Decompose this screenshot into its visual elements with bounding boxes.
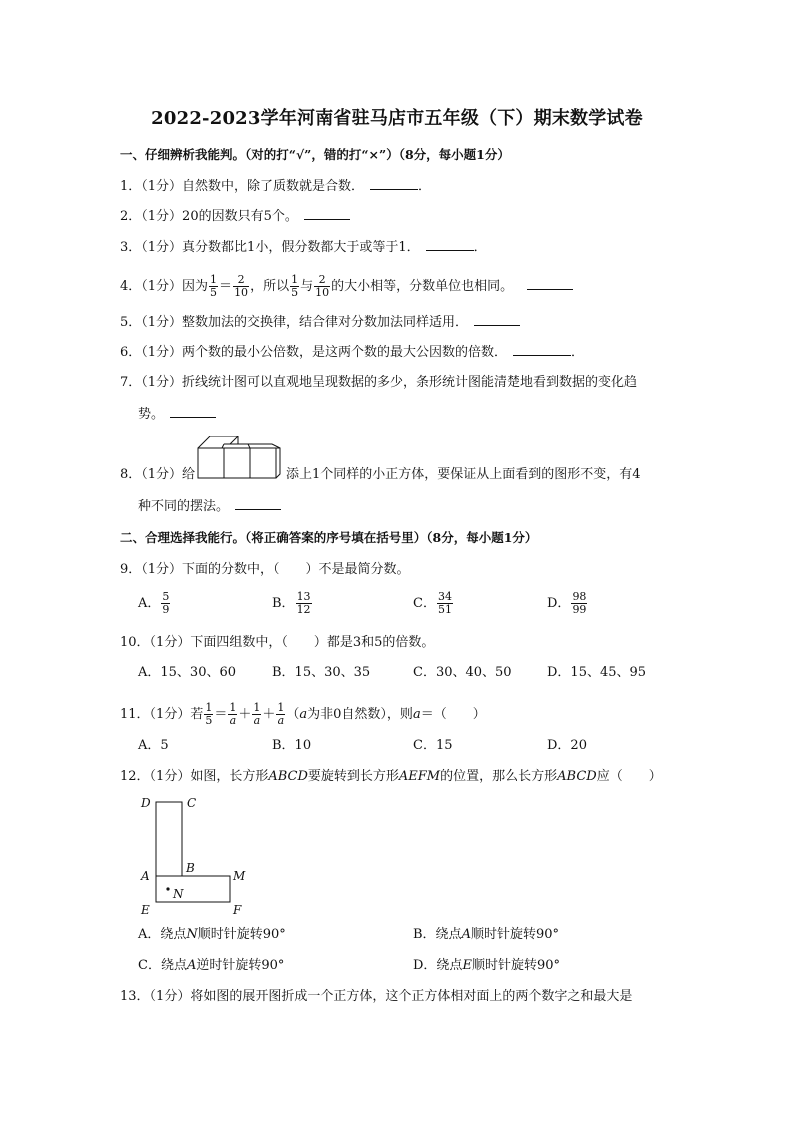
question-1: 1．（1分）自然数中，除了质数就是合数． ． bbox=[120, 179, 432, 194]
answer-blank-4[interactable] bbox=[527, 277, 573, 290]
answer-blank-1[interactable] bbox=[370, 177, 418, 190]
answer-blank-8[interactable] bbox=[235, 497, 281, 510]
question-9: 9．（1分）下面的分数中，（ ）不是最简分数。 bbox=[120, 562, 410, 577]
question-7-line-1: 7．（1分）折线统计图可以直观地呈现数据的多少，条形统计图能清楚地看到数据的变化趋 bbox=[120, 375, 638, 390]
option-9-d[interactable]: D． $\frac{98}{99}$ bbox=[547, 590, 587, 616]
question-6: 6．（1分）两个数的最小公倍数，是这两个数的最大公因数的倍数． ． bbox=[120, 345, 585, 360]
question-8-text-cont: 添上1个同样的小正方体，要保证从上面看到的图形不变，有4 bbox=[286, 467, 641, 482]
option-12-d[interactable]: D．绕点E顺时针旋转90° bbox=[413, 958, 560, 973]
option-11-a[interactable]: A．5 bbox=[138, 738, 169, 753]
option-9-b[interactable]: B． $\frac{13}{12}$ bbox=[272, 590, 311, 616]
question-10: 10．（1分）下面四组数中，（ ）都是3和5的倍数。 bbox=[120, 635, 435, 650]
label-d: D bbox=[141, 796, 151, 810]
cube-blocks-figure bbox=[196, 436, 288, 480]
question-5 bbox=[120, 313, 520, 332]
option-12-a[interactable]: A．绕点N顺时针旋转90° bbox=[138, 927, 286, 942]
question-13: 13．（1分）将如图的展开图折成一个正方体，这个正方体相对面上的两个数字之和最大是 bbox=[120, 989, 633, 1004]
question-6-text: 6．（1分）两个数的最小公倍数，是这两个数的最大公因数的倍数． bbox=[120, 345, 508, 360]
question-11: 11．（1分）若 $\frac{1}{5}$ ＝ $\frac{1}{a}$ ＋ $\frac{1}{a}$ ＋ $\frac{1}{a}$ （a为非0自然数），则a＝（ ） bbox=[120, 701, 486, 727]
page-title: 2022-2023学年河南省驻马店市五年级（下）期末数学试卷 bbox=[151, 108, 643, 129]
question-2 bbox=[120, 207, 350, 226]
answer-blank-5[interactable] bbox=[474, 313, 520, 326]
fraction: $\frac{1}{5}$ bbox=[210, 273, 218, 299]
option-11-c[interactable]: C．15 bbox=[413, 738, 453, 753]
question-1-text: 1．（1分）自然数中，除了质数就是合数． bbox=[120, 179, 365, 194]
option-11-d[interactable]: D．20 bbox=[547, 738, 587, 753]
section-2-heading: 二、合理选择我能行。（将正确答案的序号填在括号里）（8分，每小题1分） bbox=[120, 530, 538, 545]
option-10-b[interactable]: B．15、30、35 bbox=[272, 665, 371, 680]
section-1-heading: 一、仔细辨析我能判。（对的打“√”，错的打“×”）（8分，每小题1分） bbox=[120, 147, 510, 162]
question-3: 3．（1分）真分数都比1小，假分数都大于或等于1． ． bbox=[120, 240, 487, 255]
label-e: E bbox=[141, 903, 150, 917]
option-9-a[interactable]: A． $\frac{5}{9}$ bbox=[138, 590, 170, 616]
option-10-c[interactable]: C．30、40、50 bbox=[413, 665, 512, 680]
fraction: $\frac{2}{10}$ bbox=[234, 273, 249, 299]
question-4: 4．（1分）因为 $\frac{1}{5}$ ＝ $\frac{2}{10}$ ，所以 $\frac{1}{5}$ 与 $\frac{2}{10}$ 的大小相等，分数单位也相同。 bbox=[120, 274, 573, 299]
question-5-text: 5．（1分）整数加法的交换律，结合律对分数加法同样适用． bbox=[120, 315, 469, 330]
label-c: C bbox=[187, 796, 197, 810]
label-n: N bbox=[173, 887, 184, 901]
option-12-c[interactable]: C．绕点A逆时针旋转90° bbox=[138, 958, 285, 973]
label-a: A bbox=[141, 869, 150, 883]
answer-blank-3[interactable] bbox=[426, 238, 474, 251]
option-9-c[interactable]: C． $\frac{34}{51}$ bbox=[413, 590, 452, 616]
rectangle-rotation-figure bbox=[136, 792, 256, 918]
label-m: M bbox=[233, 869, 246, 883]
fraction: $\frac{2}{10}$ bbox=[315, 273, 330, 299]
fraction: $\frac{1}{5}$ bbox=[291, 273, 299, 299]
answer-blank-7[interactable] bbox=[170, 405, 216, 418]
option-11-b[interactable]: B．10 bbox=[272, 738, 312, 753]
question-8-line-2: 种不同的摆法。 bbox=[138, 497, 281, 516]
question-8-text: 8．（1分）给 bbox=[120, 467, 196, 482]
question-2-text: 2．（1分）20的因数只有5个。 bbox=[120, 209, 298, 224]
option-12-b[interactable]: B．绕点A顺时针旋转90° bbox=[413, 927, 559, 942]
question-12: 12．（1分）如图，长方形ABCD要旋转到长方形AEFM的位置，那么长方形ABCD应（ ） bbox=[120, 769, 662, 784]
option-10-a[interactable]: A．15、30、60 bbox=[138, 665, 237, 680]
label-b: B bbox=[186, 861, 195, 875]
question-7-line-2: 势。 bbox=[138, 405, 216, 424]
option-10-d[interactable]: D．15、45、95 bbox=[547, 665, 647, 680]
answer-blank-2[interactable] bbox=[304, 207, 350, 220]
answer-blank-6[interactable] bbox=[513, 343, 571, 356]
question-3-text: 3．（1分）真分数都比1小，假分数都大于或等于1． bbox=[120, 240, 420, 255]
label-f: F bbox=[233, 903, 242, 917]
